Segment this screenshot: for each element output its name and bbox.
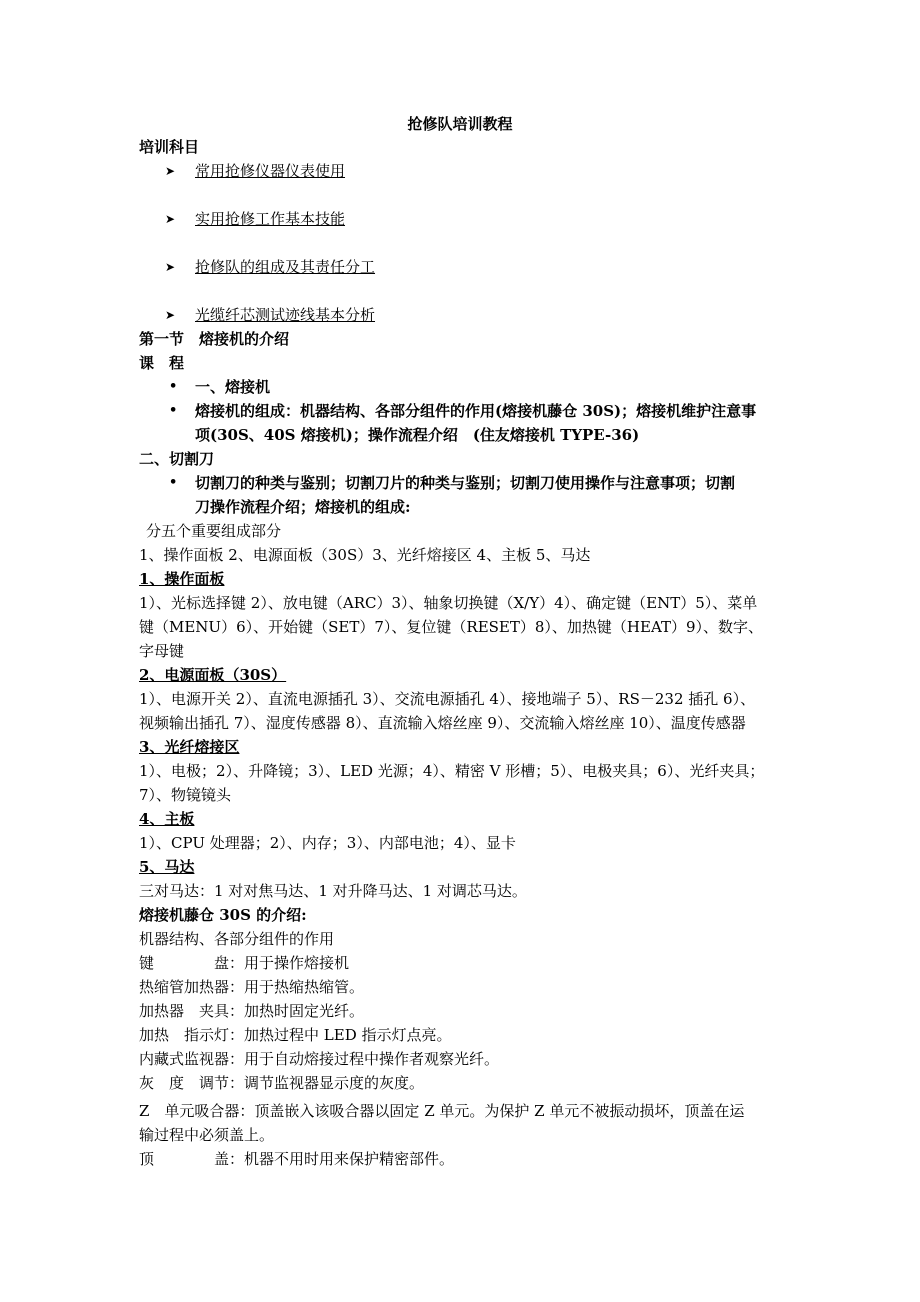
arrow-bullet-icon: ➤ — [165, 308, 176, 322]
component-desc: 加热时固定光纤。 — [244, 1002, 365, 1020]
component-row — [139, 1001, 364, 1021]
cutter-bullet-cont: 刀操作流程介绍；熔接机的组成: — [195, 498, 411, 516]
dot-bullet-icon: • — [169, 403, 178, 418]
panel3-heading: 3、光纤熔接区 — [139, 738, 240, 756]
five-parts-list: 1、操作面板 2、电源面板（30S）3、光纤熔接区 4、主板 5、马达 — [139, 546, 591, 564]
component-label: 键 盘： — [139, 954, 245, 972]
cutter-bullet: 切割刀的种类与鉴别；切割刀片的种类与鉴别；切割刀使用操作与注意事项；切割 — [195, 474, 736, 492]
component-label: 加热 指示灯： — [139, 1026, 245, 1044]
component-label: 灰 度 调节： — [139, 1074, 245, 1092]
dot-bullet-icon: • — [169, 379, 178, 394]
subject-item: 实用抢修工作基本技能 — [195, 210, 346, 228]
subject-item: 光缆纤芯测试迹线基本分析 — [195, 306, 376, 324]
component-desc: 用于自动熔接过程中操作者观察光纤。 — [244, 1050, 500, 1068]
component-row — [139, 1025, 452, 1045]
section-heading: 第一节 熔接机的介绍 — [139, 330, 290, 348]
panel5-heading: 5、马达 — [139, 858, 195, 876]
subject-item: 抢修队的组成及其责任分工 — [195, 258, 376, 276]
component-label: 内藏式监视器： — [139, 1050, 245, 1068]
panel4-text: 1）、CPU 处理器；2）、内存；3）、内部电池；4）、显卡 — [139, 834, 516, 852]
component-desc: 调节监视器显示度的灰度。 — [244, 1074, 425, 1092]
course-bullet-cont: 项(30S、40S 熔接机)；操作流程介绍 (住友熔接机 TYPE-36) — [195, 426, 640, 444]
fujikura-sub: 机器结构、各部分组件的作用 — [139, 930, 335, 948]
component-desc: 加热过程中 LED 指示灯点亮。 — [244, 1026, 452, 1044]
fujikura-heading: 熔接机藤仓 30S 的介绍: — [139, 906, 307, 924]
panel2-text: 视频输出插孔 7）、湿度传感器 8）、直流输入熔丝座 9）、交流输入熔丝座 10）、温度传感器 — [139, 714, 746, 732]
panel1-text: 1）、光标选择键 2）、放电键（ARC）3）、轴象切换键（X/Y）4）、确定键（ENT）5）、菜单 — [139, 594, 758, 612]
cutter-heading: 二、切割刀 — [139, 450, 215, 468]
component-row — [139, 1149, 454, 1169]
component-desc: 机器不用时用来保护精密部件。 — [244, 1150, 455, 1168]
panel1-text: 字母键 — [139, 642, 185, 660]
course-bullet: 熔接机的组成：机器结构、各部分组件的作用(熔接机藤仓 30S)；熔接机维护注意事 — [195, 402, 757, 420]
component-label: 热缩管加热器： — [139, 978, 245, 996]
component-row — [139, 953, 349, 973]
component-row — [139, 977, 364, 997]
subjects-heading: 培训科目 — [139, 138, 200, 156]
course-bullet: 一、熔接机 — [195, 378, 271, 396]
dot-bullet-icon: • — [169, 475, 178, 490]
course-heading: 课 程 — [139, 354, 185, 372]
panel4-heading: 4、主板 — [139, 810, 195, 828]
page-title: 抢修队培训教程 — [407, 115, 513, 133]
arrow-bullet-icon: ➤ — [165, 212, 176, 226]
component-desc: 用于热缩热缩管。 — [244, 978, 365, 996]
five-parts-intro: 分五个重要组成部分 — [146, 522, 282, 540]
panel2-text: 1）、电源开关 2）、直流电源插孔 3）、交流电源插孔 4）、接地端子 5）、RS－232 插孔 6）、 — [139, 690, 756, 708]
arrow-bullet-icon: ➤ — [165, 260, 176, 274]
panel2-heading: 2、电源面板（30S） — [139, 666, 287, 684]
z-unit-text: 输过程中必须盖上。 — [139, 1126, 275, 1144]
component-label: 顶 盖： — [139, 1150, 245, 1168]
panel1-heading: 1、操作面板 — [139, 570, 225, 588]
component-row — [139, 1049, 499, 1069]
component-row — [139, 1073, 424, 1093]
arrow-bullet-icon: ➤ — [165, 164, 176, 178]
panel3-text: 1）、电极；2）、升降镜；3）、LED 光源；4）、精密 V 形槽；5）、电极夹具；6）、光纤夹具； — [139, 762, 765, 780]
z-unit-text: Z 单元吸合器：顶盖嵌入该吸合器以固定 Z 单元。为保护 Z 单元不被振动损坏，顶盖在运 — [139, 1102, 745, 1120]
panel1-text: 键（MENU）6）、开始键（SET）7）、复位键（RESET）8）、加热键（HEAT）9）、数字、 — [139, 618, 764, 636]
panel3-text: 7）、物镜镜头 — [139, 786, 232, 804]
component-desc: 用于操作熔接机 — [244, 954, 350, 972]
component-label: 加热器 夹具： — [139, 1002, 245, 1020]
subject-item: 常用抢修仪器仪表使用 — [195, 162, 346, 180]
panel5-text: 三对马达：1 对对焦马达、1 对升降马达、1 对调芯马达。 — [139, 882, 527, 900]
